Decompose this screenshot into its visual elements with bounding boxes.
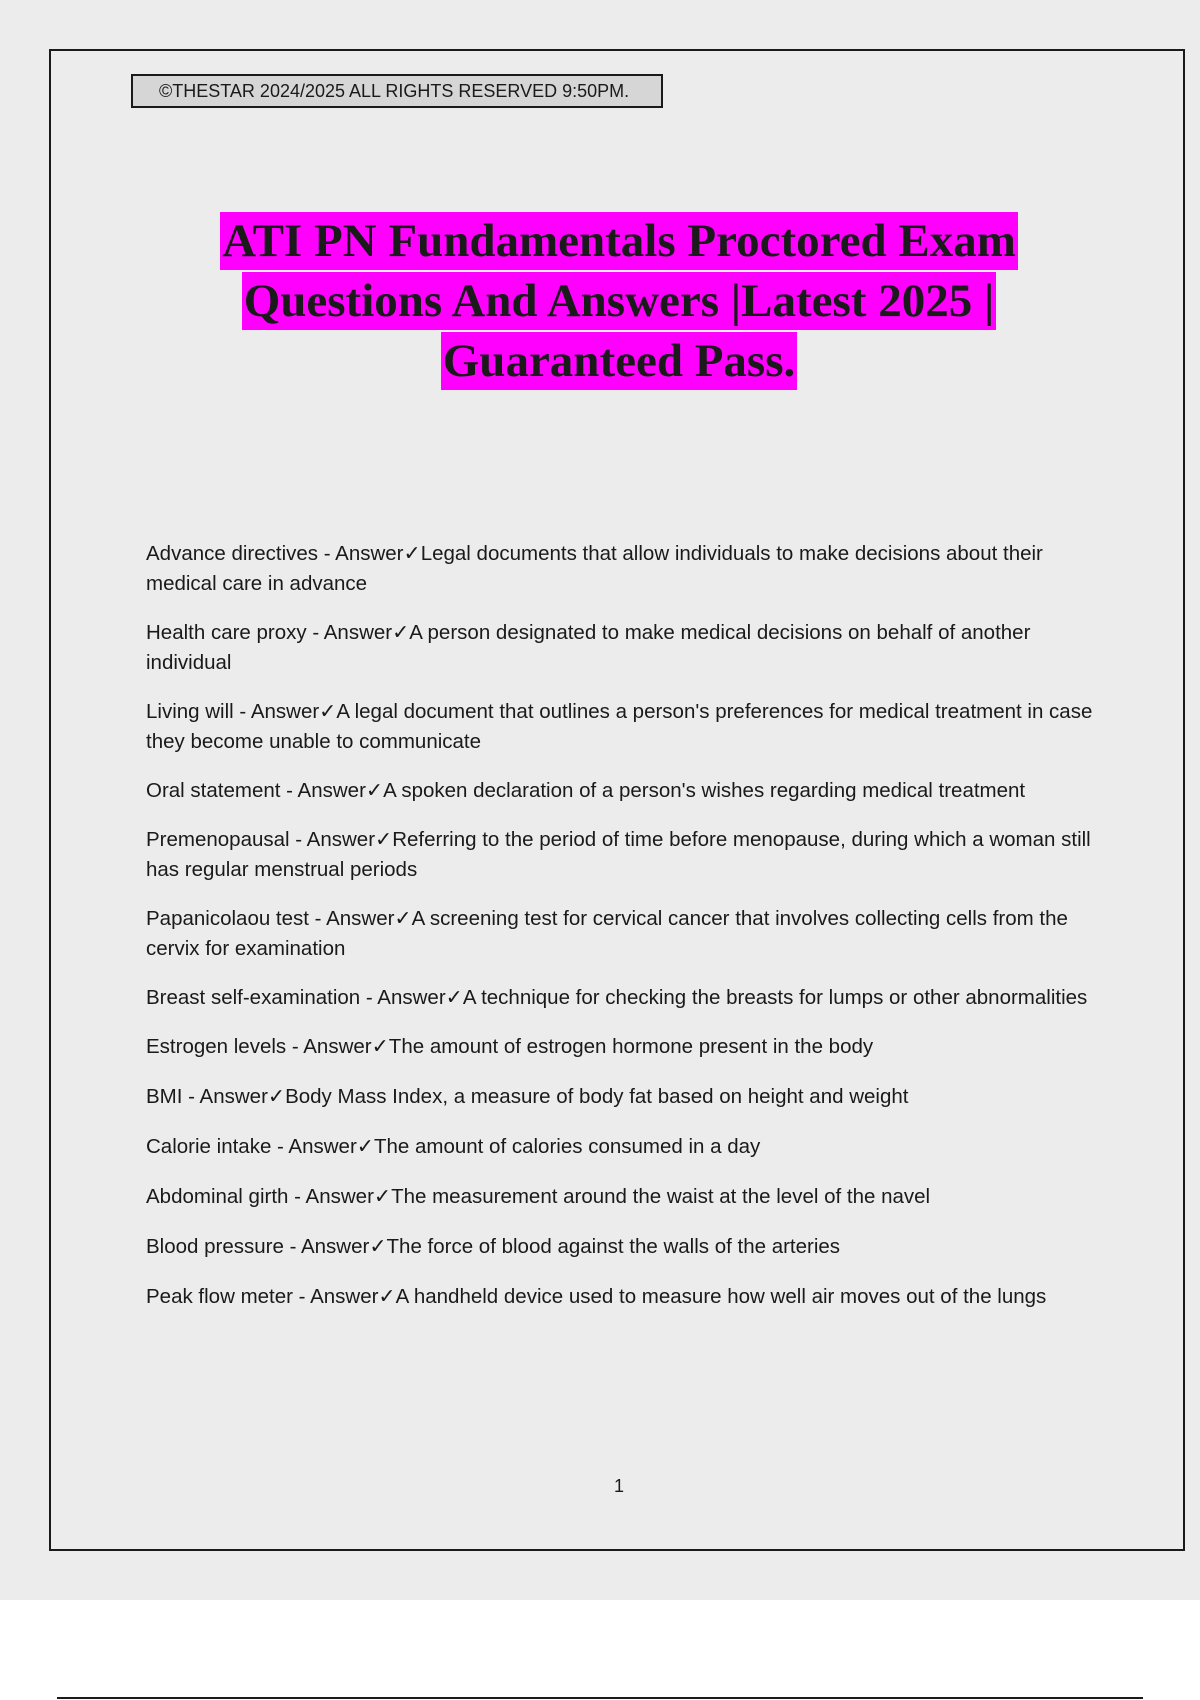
qa-term: Estrogen levels bbox=[146, 1035, 287, 1058]
qa-separator: - Answer✓ bbox=[182, 1085, 286, 1108]
qa-answer: A spoken declaration of a person's wishes regarding medical treatment bbox=[383, 779, 1026, 802]
qa-item bbox=[146, 697, 1106, 757]
qa-item bbox=[146, 1082, 1106, 1112]
qa-answer: The amount of calories consumed in a day bbox=[373, 1135, 761, 1158]
qa-separator: - Answer✓ bbox=[308, 907, 412, 930]
qa-separator: - Answer✓ bbox=[271, 1135, 374, 1158]
qa-separator: - Answer✓ bbox=[288, 1185, 392, 1208]
qa-term: Papanicolaou test bbox=[146, 907, 309, 930]
qa-answer: Referring to the period of time before menopause, during which a woman still has regular menstrual periods bbox=[146, 828, 1091, 881]
qa-answer: The force of blood against the walls of the arteries bbox=[386, 1235, 841, 1258]
qa-answer: A handheld device used to measure how well air moves out of the lungs bbox=[395, 1285, 1047, 1308]
qa-item bbox=[146, 983, 1106, 1013]
qa-term: Advance directives bbox=[146, 542, 319, 565]
qa-item bbox=[146, 776, 1106, 806]
qa-separator: - Answer✓ bbox=[233, 700, 337, 723]
title-line-3: Guaranteed Pass. bbox=[441, 332, 798, 390]
qa-term: Peak flow meter bbox=[146, 1285, 293, 1308]
qa-answer: A person designated to make medical decisions on behalf of another individual bbox=[146, 621, 1031, 674]
qa-answer: A technique for checking the breasts for lumps or other abnormalities bbox=[462, 986, 1088, 1009]
qa-term: Abdominal girth bbox=[146, 1185, 289, 1208]
qa-separator: - Answer✓ bbox=[289, 828, 393, 851]
qa-separator: - Answer✓ bbox=[280, 779, 384, 802]
qa-separator: - Answer✓ bbox=[306, 621, 410, 644]
qa-item bbox=[146, 618, 1106, 678]
qa-separator: - Answer✓ bbox=[286, 1035, 389, 1058]
title-line-1: ATI PN Fundamentals Proctored Exam bbox=[220, 212, 1018, 270]
qa-answer: Legal documents that allow individuals to make decisions about their medical care in advance bbox=[146, 542, 1043, 595]
qa-answer: A legal document that outlines a person's preferences for medical treatment in case they become unable to communicate bbox=[146, 700, 1093, 753]
qa-term: BMI bbox=[146, 1085, 183, 1108]
next-page-top-rule bbox=[57, 1697, 1143, 1699]
page-border-frame bbox=[49, 49, 1185, 1551]
qa-item bbox=[146, 825, 1106, 885]
qa-item bbox=[146, 1282, 1106, 1312]
qa-separator: - Answer✓ bbox=[318, 542, 421, 565]
qa-term: Oral statement bbox=[146, 779, 281, 802]
qa-term: Calorie intake bbox=[146, 1135, 272, 1158]
qa-answer: A screening test for cervical cancer that involves collecting cells from the cervix for examination bbox=[146, 907, 1068, 960]
page-number: 1 bbox=[613, 1476, 624, 1496]
qa-term: Blood pressure bbox=[146, 1235, 284, 1258]
next-page-preview bbox=[0, 1600, 1200, 1700]
qa-separator: - Answer✓ bbox=[292, 1285, 396, 1308]
qa-item bbox=[146, 1232, 1106, 1262]
qa-term: Health care proxy bbox=[146, 621, 307, 644]
document-title bbox=[51, 211, 1187, 391]
copyright-header-box bbox=[131, 74, 663, 108]
qa-term: Breast self-examination bbox=[146, 986, 361, 1009]
qa-separator: - Answer✓ bbox=[283, 1235, 387, 1258]
qa-answer: Body Mass Index, a measure of body fat based on height and weight bbox=[285, 1085, 909, 1108]
qa-answer: The measurement around the waist at the level of the navel bbox=[391, 1185, 931, 1208]
qa-item bbox=[146, 1032, 1106, 1062]
copyright-text: ©THESTAR 2024/2025 ALL RIGHTS RESERVED 9:50PM. bbox=[159, 81, 630, 101]
qa-item bbox=[146, 904, 1106, 964]
qa-item bbox=[146, 1182, 1106, 1212]
qa-item bbox=[146, 1132, 1106, 1162]
qa-answer: The amount of estrogen hormone present in the body bbox=[388, 1035, 874, 1058]
qa-list bbox=[146, 539, 1106, 1331]
qa-term: Premenopausal bbox=[146, 828, 290, 851]
qa-term: Living will bbox=[146, 700, 234, 723]
title-line-2: Questions And Answers |Latest 2025 | bbox=[242, 272, 997, 330]
qa-separator: - Answer✓ bbox=[360, 986, 463, 1009]
qa-item bbox=[146, 539, 1106, 599]
